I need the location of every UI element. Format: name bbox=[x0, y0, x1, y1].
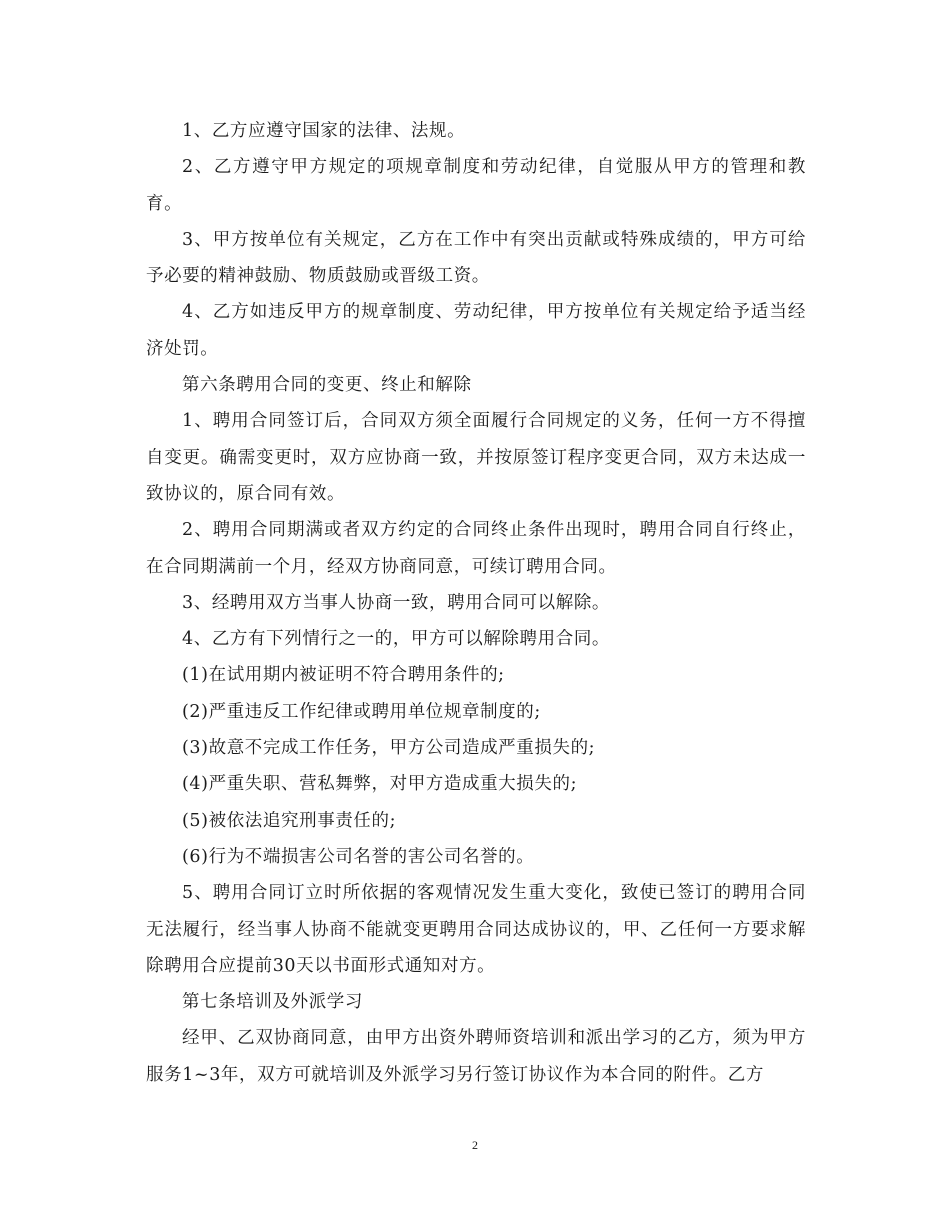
list-item-condition-1: (1)在试用期内被证明不符合聘用条件的; bbox=[182, 665, 505, 686]
paragraph-article6-item1: 1、聘用合同签订后，合同双方须全面履行合同规定的义务，任何一方不得擅自变更。确需变更时，双方应协商一致，并按原签订程序变更合同，双方未达成一致协议的，原合同有效。 bbox=[146, 411, 806, 504]
list-item-condition-6: (6)行为不端损害公司名誉的害公司名誉的。 bbox=[182, 846, 535, 867]
list-item-condition-4: (4)严重失职、营私舞弊，对甲方造成重大损失的; bbox=[182, 774, 578, 795]
paragraph-article5-item2: 2、乙方遵守甲方规定的项规章制度和劳动纪律，自觉服从甲方的管理和教育。 bbox=[146, 157, 806, 214]
paragraph-article6-item5: 5、聘用合同订立时所依据的客观情况发生重大变化，致使已签订的聘用合同无法履行，经当事人协商不能就变更聘用合同达成协议的，甲、乙任何一方要求解除聘用合应提前30天以书面形式通知对方。 bbox=[146, 883, 806, 976]
paragraph-article5-item1: 1、乙方应遵守国家的法律、法规。 bbox=[182, 121, 466, 141]
paragraph-article6-item3: 3、经聘用双方当事人协商一致，聘用合同可以解除。 bbox=[182, 592, 611, 613]
page-number: 2 bbox=[472, 1138, 478, 1152]
paragraph-article6-item4: 4、乙方有下列情行之一的，甲方可以解除聘用合同。 bbox=[182, 629, 611, 650]
document-body bbox=[146, 113, 806, 1093]
paragraph-article7-body: 经甲、乙双协商同意，由甲方出资外聘师资培训和派出学习的乙方，须为甲方服务1~3年，双方可就培训及外派学习另行签订协议作为本合同的附件。乙方 bbox=[146, 1028, 806, 1085]
paragraph-article5-item3: 3、甲方按单位有关规定，乙方在工作中有突出贡献或特殊成绩的，甲方可给予必要的精神鼓励、物质鼓励或晋级工资。 bbox=[146, 229, 806, 287]
paragraph-article6-item2: 2、聘用合同期满或者双方约定的合同终止条件出现时，聘用合同自行终止，在合同期满前一个月，经双方协商同意，可续订聘用合同。 bbox=[146, 520, 806, 577]
list-item-condition-3: (3)故意不完成工作任务，甲方公司造成严重损失的; bbox=[182, 738, 596, 759]
list-item-condition-2: (2)严重违反工作纪律或聘用单位规章制度的; bbox=[182, 701, 541, 722]
list-item-condition-5: (5)被依法追究刑事责任的; bbox=[182, 810, 397, 831]
heading-article6: 第六条聘用合同的变更、终止和解除 bbox=[182, 375, 472, 396]
paragraph-article5-item4: 4、乙方如违反甲方的规章制度、劳动纪律，甲方按单位有关规定给予适当经济处罚。 bbox=[146, 302, 806, 359]
heading-article7: 第七条培训及外派学习 bbox=[182, 992, 363, 1013]
